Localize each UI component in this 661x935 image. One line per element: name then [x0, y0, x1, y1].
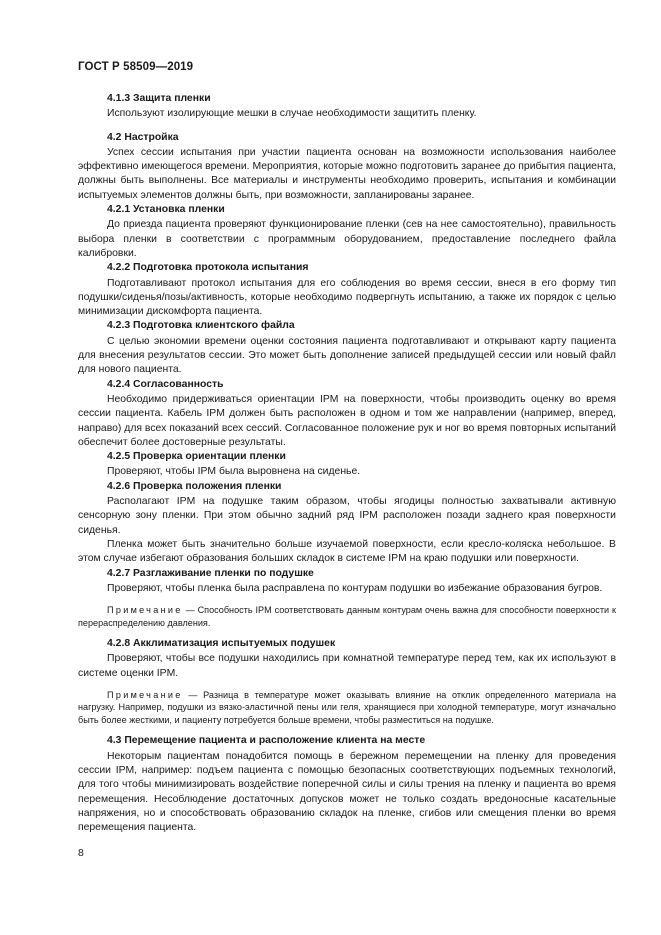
paragraph-4-2-4: Необходимо придерживаться ориентации IPM на поверхности, чтобы производить оценку во время сессии пациента. Кабель IPM должен быть расположен в одном и том же направлении (например, вперед, направо) для всех показаний всех сессий. Согласованное положение рук и ног во время повторных испытаний обеспечит более достоверные результаты.: [78, 393, 616, 448]
note-4-2-7: [78, 604, 616, 629]
paragraph-4-2-2: Подготавливают протокол испытания для его соблюдения во время сессии, внеся в его форму тип подушки/сиденья/позы/активность, которые необходимо подвергнуть испытанию, а также их порядок с целью минимизации дискомфорта пациента.: [78, 277, 616, 318]
paragraph-4-2-6-a: Располагают IPM на подушке таким образом, чтобы ягодицы полностью захватывали активную сенсорную зону пленки. При этом обычно задний ряд IPM расположен позади заднего края поверхности сиденья.: [78, 496, 616, 536]
paragraph-4-2-6-b: Пленка может быть значительно больше изучаемой поверхности, если кресло-коляска небольшое. В этом случае избегают образования больших складок в системе IPM на краю подушки или поверхности.: [78, 538, 616, 565]
heading-4-2-8: 4.2.8 Акклиматизация испытуемых подушек: [107, 638, 336, 650]
paragraph-4-2-7: Проверяют, чтобы пленка была расправлена по контурам подушки во избежание образования бугров.: [107, 582, 603, 594]
note-label: Примечание: [107, 605, 183, 616]
page-number: 8: [78, 847, 84, 859]
heading-4-2-6: 4.2.6 Проверка положения пленки: [107, 480, 282, 492]
standard-number: ГОСТ Р 58509—2019: [78, 61, 194, 73]
heading-4-2-4: 4.2.4 Согласованность: [107, 378, 224, 390]
heading-4-2-7: 4.2.7 Разглаживание пленки по подушке: [107, 567, 314, 579]
heading-4-1-3: 4.1.3 Защита пленки: [107, 93, 211, 104]
heading-4-2: 4.2 Настройка: [107, 131, 179, 143]
page-body: [78, 92, 616, 836]
heading-4-2-1: 4.2.1 Установка пленки: [107, 204, 225, 216]
heading-4-3: 4.3 Перемещение пациента и расположение клиента на месте: [107, 735, 426, 747]
paragraph-4-2: Успех сессии испытания при участии пациента основан на возможности использования наиболее эффективно имеющегося времени. Мероприятия, которые можно подготовить заранее до прибытия пациента, должны быть выполнены. Все материалы и инструменты необходимо проверить, испытания и комбинации испытуемых элементов должны быть, при возможности, запланированы заранее.: [78, 146, 616, 201]
note-label: Примечание: [107, 689, 183, 700]
heading-4-2-3: 4.2.3 Подготовка клиентского файла: [107, 320, 295, 332]
paragraph-4-2-5: Проверяют, чтобы IPM была выровнена на сиденье.: [107, 466, 361, 478]
paragraph-4-2-8: Проверяют, чтобы все подушки находились при комнатной температуре перед тем, как их используют в системе оценки IPM.: [78, 653, 616, 679]
heading-4-2-2: 4.2.2 Подготовка протокола испытания: [107, 262, 309, 274]
note-4-2-8: [78, 689, 616, 727]
paragraph-4-1-3: Используют изолирующие мешки в случае необходимости защитить пленку.: [107, 108, 477, 120]
paragraph-4-2-1: До приезда пациента проверяют функционирование пленки (сев на нее самостоятельно), правильность выбора пленки в соответствии с программным оборудованием, предоставление последнего файла калибровки.: [78, 219, 616, 259]
note-text: — Разница в температуре может оказывать влияние на отклик определенного материала на нагрузку. Например, подушки из вязко-эластичной пены или геля, хранящиеся при холодной температуре, могут изначально быть более жесткими, и пациенту потребуется больше времени, чтобы разместиться на подушке.: [78, 689, 616, 725]
note-text: — Способность IPM соответствовать данным контурам очень важна для способности поверхности к перераспределению давления.: [78, 605, 616, 628]
paragraph-4-2-3: С целью экономии времени оценки состояния пациента подготавливают и открывают карту пациента для внесения результатов сессии. Это может быть дополнение записей предыдущей сессии или новый файл для нового пациента.: [78, 335, 616, 376]
paragraph-4-3: Некоторым пациентам понадобится помощь в бережном перемещении на пленку для проведения сессии IPM, например: подъем пациента с помощью безопасных соответствующих подъемных технологий, для того чтобы минимизировать воздействие поперечной силы и силы трения на пленку и пациента во время перемещения. Несоблюдение достаточных допусков может не только создать вредоносные касательные напряжения, но и способствовать образованию складок на пленке, сгибов или смещения пленки во время перемещения пациента.: [78, 750, 616, 834]
heading-4-2-5: 4.2.5 Проверка ориентации пленки: [107, 451, 286, 463]
